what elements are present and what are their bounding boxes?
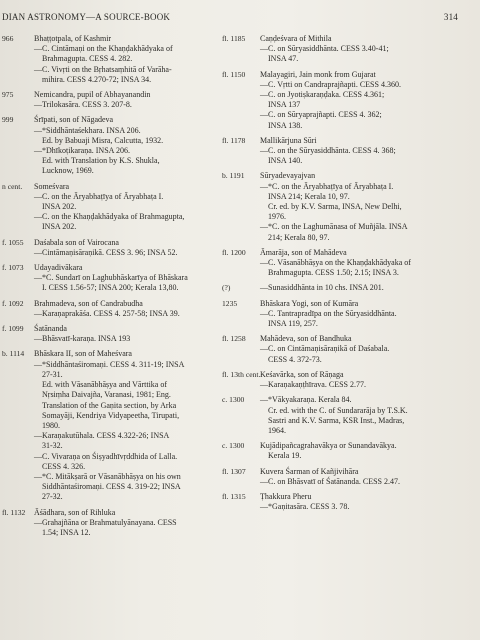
entry-date: c. 1300 bbox=[222, 395, 245, 405]
entry-date: fl. 1150 bbox=[222, 69, 246, 79]
entry-line: 27-31. bbox=[42, 369, 63, 379]
entry-author: Mallikārjuna Sūri bbox=[260, 135, 317, 145]
entry-date: fl. 1185 bbox=[222, 34, 246, 43]
bibliography-entry bbox=[0, 263, 215, 294]
entry-author: Nemicandra, pupil of Abhayanandin bbox=[34, 90, 151, 100]
entry-author: Kujādipañcagrahavākya or Sunandavākya. bbox=[260, 441, 397, 451]
entry-line: —C. on Sūryaprajñapti. CESS 4. 362; bbox=[260, 110, 382, 120]
bibliography-entry bbox=[0, 34, 215, 85]
bibliography-entry bbox=[0, 182, 215, 233]
left-column bbox=[0, 34, 215, 543]
entry-line: Somayāji, Kendriya Vidyapeetha, Tirupati, bbox=[42, 410, 180, 420]
entry-author: Sūryadevayajvan bbox=[260, 171, 316, 181]
bibliography-entry bbox=[222, 492, 474, 512]
entry-line: 214; Kerala 80, 97. bbox=[268, 232, 330, 242]
entry-author: Keśavārka, son of Rāṇaga bbox=[260, 369, 344, 379]
entry-body bbox=[260, 248, 474, 279]
bibliography-entry bbox=[0, 299, 215, 319]
entry-body bbox=[260, 441, 474, 461]
entry-line: Sastri and K.V. Sarma, KSR Inst., Madras, bbox=[268, 415, 405, 425]
entry-line: Lucknow, 1969. bbox=[42, 166, 94, 176]
entry-date: 966 bbox=[2, 34, 14, 43]
bibliography-entry bbox=[222, 395, 474, 436]
entry-author: —*Vākyakaraṇa. Kerala 84. bbox=[260, 395, 352, 405]
bibliography-entry bbox=[222, 171, 474, 242]
entry-line: —Karaṇakaṇṭhīrava. CESS 2.77. bbox=[260, 380, 366, 390]
entry-date: b. 1191 bbox=[222, 171, 245, 181]
entry-body bbox=[260, 283, 474, 293]
entry-date: fl. 1315 bbox=[222, 491, 246, 501]
entry-body bbox=[260, 136, 474, 167]
entry-date: fl. 1200 bbox=[222, 247, 246, 257]
entry-line: Cr. ed. with the C. of Sundararāja by T.S.K. bbox=[268, 405, 408, 415]
bibliography-entry bbox=[0, 115, 215, 176]
entry-line: CESS 4. 326. bbox=[42, 461, 86, 471]
entry-line: —Trilokasāra. CESS 3. 207-8. bbox=[34, 100, 132, 110]
entry-line: —C. on Jyotiṣkaraṇḍaka. CESS 4.361; bbox=[260, 90, 385, 100]
bibliography-entry bbox=[222, 248, 474, 279]
entry-line: —*C. Sundarī on Laghubhāskarīya of Bhāskara bbox=[34, 273, 188, 283]
entry-line: —*C. on the Āryabhaṭīya of Āryabhaṭa I. bbox=[260, 181, 394, 191]
entry-body bbox=[34, 115, 215, 176]
bibliography-entry bbox=[222, 283, 474, 293]
entry-line: Ed. with Vāsanābhāṣya and Vārttika of bbox=[42, 380, 168, 390]
entry-line: mihira. CESS 4.270-72; INSA 34. bbox=[42, 74, 152, 84]
entry-line: INSA 202. bbox=[42, 222, 77, 232]
entry-author: Bhāskara II, son of Maheśvara bbox=[34, 349, 132, 359]
entry-line: —Karaṇaprakāśa. CESS 4. 257-58; INSA 39. bbox=[34, 308, 180, 318]
entry-body bbox=[260, 492, 474, 512]
bibliography-entry bbox=[222, 136, 474, 167]
entry-line: —C. Vṛtti on Candraprajñapti. CESS 4.360. bbox=[260, 79, 401, 89]
running-title: DIAN ASTRONOMY—A SOURCE-BOOK bbox=[2, 12, 171, 22]
entry-line: —C. Cintāmaṇi on the Khaṇḍakhādyaka of bbox=[34, 44, 173, 54]
entry-line: Cr. ed. by K.V. Sarma, INSA, New Delhi, bbox=[268, 202, 402, 212]
entry-line: INSA 138. bbox=[268, 120, 303, 130]
entry-line: 1976. bbox=[268, 212, 286, 222]
entry-body bbox=[34, 34, 215, 85]
entry-line: —*Siddhāntaśekhara. INSA 206. bbox=[34, 125, 141, 135]
entry-author: Caṇḍeśvara of Mithila bbox=[260, 34, 332, 43]
entry-date: 975 bbox=[2, 90, 14, 100]
running-header bbox=[0, 12, 470, 26]
entry-body bbox=[34, 238, 215, 258]
entry-date: fl. 13th cent. bbox=[222, 369, 261, 379]
entry-date: fl. 1307 bbox=[222, 466, 246, 476]
entry-line: —*Dhīkoṭikaraṇa. INSA 206. bbox=[34, 146, 130, 156]
entry-date: b. 1114 bbox=[2, 349, 25, 359]
entry-author: Bhaṭṭotpala, of Kashmir bbox=[34, 34, 112, 43]
page-number: 314 bbox=[443, 12, 458, 22]
entry-line: —C. Vāsanābhāṣya on the Khaṇḍakhādyaka of bbox=[260, 258, 411, 268]
entry-line: INSA 119, 257. bbox=[268, 319, 318, 329]
bibliography-entry bbox=[222, 34, 474, 65]
entry-line: —Bhāsvatī-karaṇa. INSA 193 bbox=[34, 334, 131, 344]
entry-line: —Grahajñāna or Brahmatulyānayana. CESS bbox=[34, 517, 177, 527]
entry-line: Nṛsiṃha Daivajña, Varanasi, 1981; Eng. bbox=[42, 390, 171, 400]
entry-date: fl. 1178 bbox=[222, 135, 246, 145]
entry-body bbox=[34, 508, 215, 539]
entry-date: n cent. bbox=[2, 181, 23, 191]
entry-body bbox=[260, 334, 474, 365]
entry-body bbox=[34, 90, 215, 110]
bibliography-entry bbox=[222, 334, 474, 365]
entry-line: —C. on Bhāsvatī of Śatānanda. CESS 2.47. bbox=[260, 476, 400, 486]
entry-line: Brahmagupta. CESS 4. 282. bbox=[42, 54, 133, 64]
entry-line: 1964. bbox=[268, 425, 286, 435]
entry-body bbox=[260, 299, 474, 330]
entry-author: Udayadivākara bbox=[34, 263, 83, 273]
entry-author: Śatānanda bbox=[34, 324, 67, 334]
entry-line: INSA 202. bbox=[42, 202, 77, 212]
entry-body bbox=[260, 467, 474, 487]
bibliography-entry bbox=[0, 90, 215, 110]
entry-line: 1980. bbox=[42, 420, 60, 430]
entry-line: INSA 140. bbox=[268, 156, 303, 166]
entry-line: —C. on the Sūryasiddhānta. CESS 4. 368; bbox=[260, 146, 396, 156]
entry-line: 1.54; INSA 12. bbox=[42, 527, 91, 537]
bibliography-entry bbox=[222, 441, 474, 461]
entry-line: INSA 137 bbox=[268, 100, 301, 110]
entry-line: —Karaṇakutūhala. CESS 4.322-26; INSA bbox=[34, 431, 170, 441]
entry-author: Someśvara bbox=[34, 181, 70, 191]
entry-body bbox=[34, 299, 215, 319]
entry-line: CESS 4. 372-73. bbox=[268, 354, 322, 364]
bibliography-entry bbox=[0, 238, 215, 258]
entry-line: 31-32. bbox=[42, 441, 63, 451]
entry-line: —*C. Mitākṣarā or Vāsanābhāṣya on his own bbox=[34, 471, 181, 481]
entry-line: Ed. with Translation by K.S. Shukla, bbox=[42, 156, 160, 166]
entry-date: fl. 1132 bbox=[2, 507, 26, 517]
bibliography-entry bbox=[222, 370, 474, 390]
entry-body bbox=[34, 182, 215, 233]
entry-date: f. 1073 bbox=[2, 263, 24, 273]
entry-line: Brahmagupta. CESS 1.50; 2.15; INSA 3. bbox=[268, 268, 399, 278]
entry-body bbox=[260, 395, 474, 436]
entry-line: I. CESS 1.56-57; INSA 200; Kerala 13,80. bbox=[42, 283, 179, 293]
right-column bbox=[222, 34, 474, 517]
entry-body bbox=[260, 370, 474, 390]
entry-line: —*Siddhāntaśiromaṇi. CESS 4. 311-19; INSA bbox=[34, 359, 185, 369]
entry-body bbox=[34, 324, 215, 344]
entry-line: —C. on Cintāmaṇisāraṇikā of Daśabala. bbox=[260, 344, 390, 354]
bibliography-entry bbox=[222, 70, 474, 131]
bibliography-entry bbox=[0, 324, 215, 344]
entry-body bbox=[260, 171, 474, 242]
entry-date: c. 1300 bbox=[222, 441, 245, 451]
entry-author: Āmarāja, son of Mahādeva bbox=[260, 247, 347, 257]
entry-line: 27-32. bbox=[42, 492, 63, 502]
entry-line: —C. on the Khaṇḍakhādyaka of Brahmagupta, bbox=[34, 212, 185, 222]
bibliography-entry bbox=[222, 299, 474, 330]
entry-body bbox=[34, 263, 215, 294]
entry-author: Mahādeva, son of Bandhuka bbox=[260, 334, 352, 344]
bibliography-entry bbox=[0, 508, 215, 539]
entry-line: —Cintāmaṇisāraṇikā. CESS 3. 96; INSA 52. bbox=[34, 247, 178, 257]
entry-body bbox=[260, 34, 474, 65]
entry-date: 999 bbox=[2, 115, 14, 125]
entry-line: —C. Tantrapradīpa on the Sūryasiddhānta. bbox=[260, 308, 397, 318]
entry-line: —C. Vivaraṇa on Śiṣyadhīvṛddhida of Lalla. bbox=[34, 451, 178, 461]
entry-author: Bhāskara Yogi, son of Kumāra bbox=[260, 298, 359, 308]
entry-author: Āśādhara, son of Rihluka bbox=[34, 507, 116, 517]
entry-author: Kuvera Śarman of Kañjivihāra bbox=[260, 466, 359, 476]
entry-line: INSA 47. bbox=[268, 54, 299, 64]
entry-date: fl. 1258 bbox=[222, 334, 246, 344]
entry-line: Ed. by Babuaji Misra, Calcutta, 1932. bbox=[42, 135, 164, 145]
entry-author: Śrīpati, son of Nāgadeva bbox=[34, 115, 114, 125]
entry-author: —Sunasiddhānta in 10 chs. INSA 201. bbox=[260, 283, 384, 293]
entry-line: —C. on Sūryasiddhānta. CESS 3.40-41; bbox=[260, 44, 389, 54]
entry-date: f. 1099 bbox=[2, 324, 24, 334]
entry-author: Malayagiri, Jain monk from Gujarat bbox=[260, 69, 376, 79]
entry-author: Brahmadeva, son of Candrabudha bbox=[34, 298, 143, 308]
entry-date: 1235 bbox=[222, 298, 238, 308]
entry-body bbox=[34, 349, 215, 502]
entry-line: INSA 214; Kerala 10, 97. bbox=[268, 191, 350, 201]
entry-author: Ṭhakkura Pheru bbox=[260, 491, 312, 501]
entry-line: Translation of the Gaṇita section, by Arka bbox=[42, 400, 177, 410]
entry-date: f. 1092 bbox=[2, 298, 24, 308]
entry-date: f. 1055 bbox=[2, 237, 24, 247]
bibliography-entry bbox=[0, 349, 215, 502]
entry-body bbox=[260, 70, 474, 131]
entry-line: Kerala 19. bbox=[268, 451, 302, 461]
entry-line: —C. Vivṛti on the Bṛhatsaṃhitā of Varāha- bbox=[34, 64, 172, 74]
entry-author: Daśabala son of Vairocana bbox=[34, 237, 119, 247]
entry-line: —C. on the Āryabhaṭīya of Āryabhaṭa I. bbox=[34, 191, 164, 201]
bibliography-entry bbox=[222, 467, 474, 487]
entry-date: (?) bbox=[222, 283, 231, 293]
entry-line: Siddhāntaśiromaṇi. CESS 4. 319-22; INSA bbox=[42, 482, 181, 492]
entry-line: —*Gaṇitasāra. CESS 3. 78. bbox=[260, 502, 350, 512]
entry-line: —*C. on the Laghumānasa of Muñjāla. INSA bbox=[260, 222, 408, 232]
